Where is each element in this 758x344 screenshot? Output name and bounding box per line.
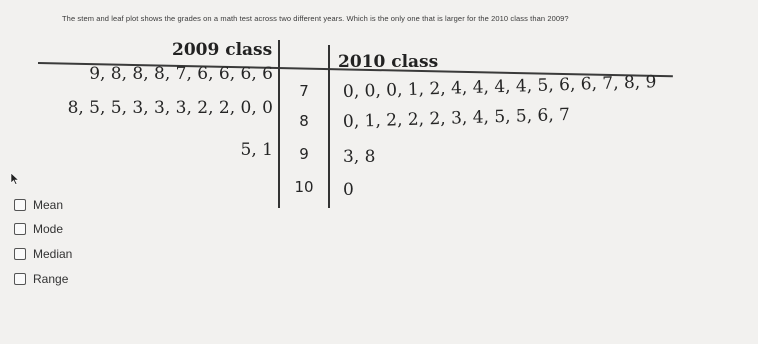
stem-7: 7 [299,82,309,100]
plot-row-9 [0,140,758,170]
option-mode[interactable] [14,222,63,236]
header-2009-class: 2009 class [172,40,273,60]
checkbox-mode[interactable] [14,223,26,235]
stem-10: 10 [294,178,314,196]
option-range-label: Range [33,272,69,286]
checkbox-median[interactable] [14,248,26,260]
option-median-label: Median [33,247,73,261]
plot-row-10 [0,172,758,202]
option-median[interactable] [14,247,72,261]
question-text: The stem and leaf plot shows the grades on a math test across two different years. Which is the only one that is larger for the 2010 class than 2009? [62,14,569,23]
option-range[interactable] [14,272,68,286]
option-mean[interactable] [14,198,63,212]
leaf-2010-row-8: 0, 1, 2, 2, 2, 3, 4, 5, 5, 6, 7 [342,104,571,132]
leaf-2010-row-10: 0 [343,180,354,200]
leaf-2009-row-8: 8, 5, 5, 3, 3, 3, 2, 2, 0, 0 [67,98,273,118]
leaf-2009-row-7: 9, 8, 8, 8, 7, 6, 6, 6, 6 [89,64,273,84]
checkbox-mean[interactable] [14,199,26,211]
option-mean-label: Mean [33,198,64,212]
header-2010-class: 2010 class [338,52,439,72]
leaf-2010-row-9: 3, 8 [343,147,376,167]
leaf-2009-row-9: 5, 1 [240,140,273,160]
leaf-2010-row-7: 0, 0, 0, 1, 2, 4, 4, 4, 4, 5, 6, 6, 7, 8, 9 [342,72,657,102]
stem-9: 9 [299,145,309,163]
option-mode-label: Mode [33,222,64,236]
stem-8: 8 [299,112,309,130]
checkbox-range[interactable] [14,273,26,285]
plot-row-8 [0,100,758,130]
plot-row-7 [0,64,758,102]
